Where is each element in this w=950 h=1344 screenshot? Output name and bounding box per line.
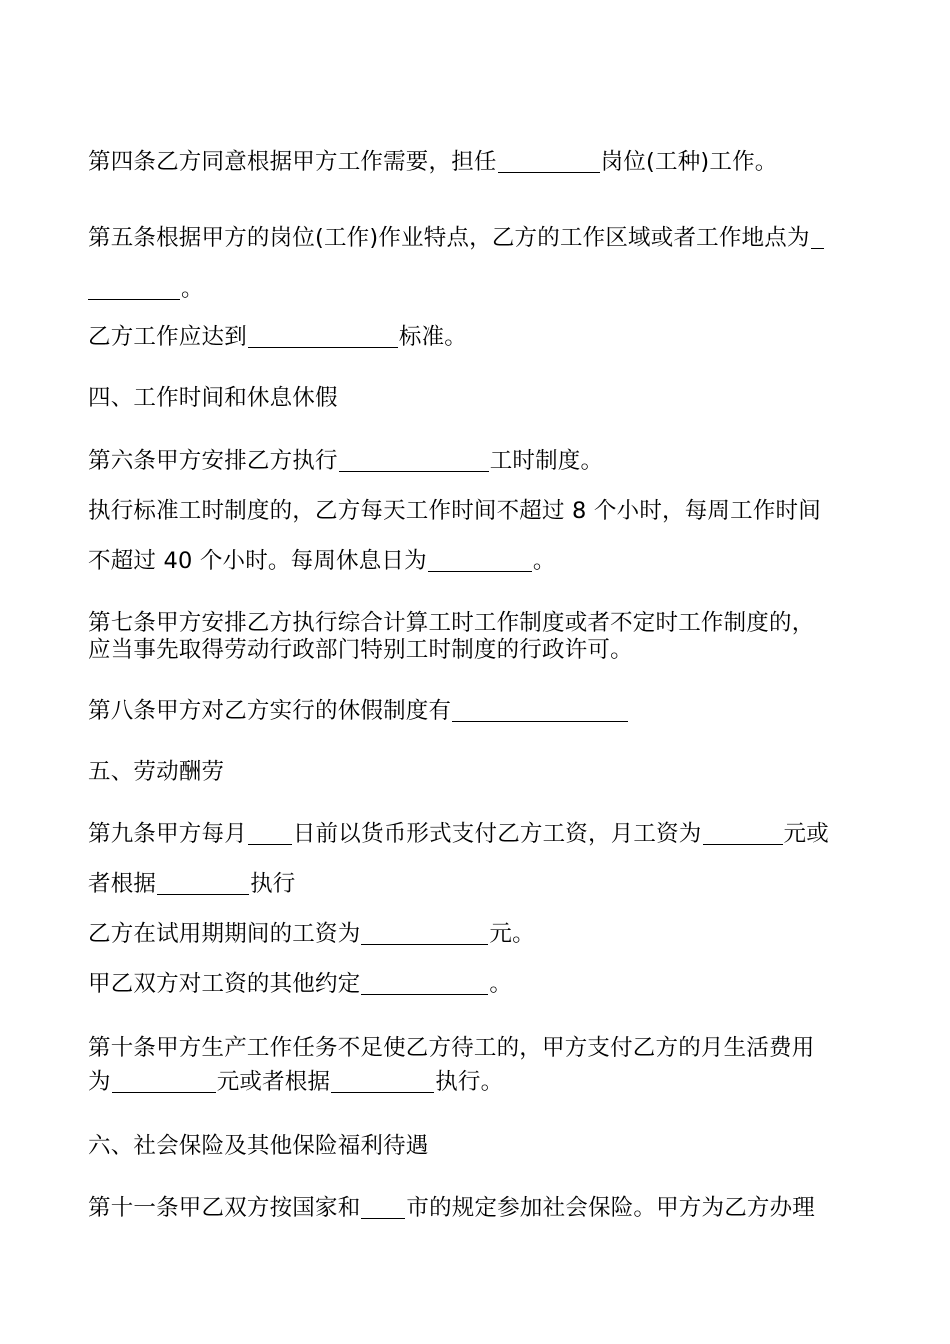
- wage-basis-blank[interactable]: [157, 872, 249, 895]
- leave-system-blank[interactable]: [452, 699, 628, 722]
- work-standard: 乙方工作应达到 标准。: [88, 324, 468, 350]
- section-6-heading: 六、社会保险及其他保险福利待遇: [88, 1133, 429, 1159]
- standard-hours-line-2: 不超过 40 个小时。每周休息日为 。: [88, 548, 556, 574]
- post-blank[interactable]: [498, 150, 600, 173]
- article-7-line-1: 第七条甲方安排乙方执行综合计算工时工作制度或者不定时工作制度的，: [88, 610, 815, 636]
- probation-wage-blank[interactable]: [361, 922, 488, 945]
- living-cost-basis-blank[interactable]: [331, 1070, 434, 1093]
- living-cost-blank[interactable]: [112, 1070, 216, 1093]
- article-4: 第四条乙方同意根据甲方工作需要，担任 岗位(工种)工作。: [88, 149, 778, 175]
- city-blank[interactable]: [361, 1196, 405, 1219]
- article-9-line-2: 者根据 执行: [88, 871, 296, 897]
- other-wage-agreement: 甲乙双方对工资的其他约定 。: [88, 971, 513, 997]
- monthly-wage-blank[interactable]: [703, 822, 783, 845]
- article-8: 第八条甲方对乙方实行的休假制度有: [88, 697, 629, 725]
- hours-system-blank[interactable]: [339, 449, 489, 472]
- standard-blank[interactable]: [248, 325, 398, 348]
- section-4-heading: 四、工作时间和休息休假: [88, 385, 338, 411]
- rest-day-blank[interactable]: [428, 549, 532, 572]
- pay-day-blank[interactable]: [248, 822, 292, 845]
- section-5-heading: 五、劳动酬劳: [88, 759, 225, 785]
- article-10-line-1: 第十条甲方生产工作任务不足使乙方待工的，甲方支付乙方的月生活费用: [88, 1035, 815, 1061]
- work-location-blank-cont[interactable]: [88, 277, 180, 300]
- article-5-cont: 。: [88, 275, 204, 303]
- other-agreement-blank[interactable]: [361, 972, 488, 995]
- article-6: 第六条甲方安排乙方执行 工时制度。: [88, 448, 604, 474]
- article-7-line-2: 应当事先取得劳动行政部门特别工时制度的行政许可。: [88, 637, 633, 663]
- standard-hours-line-1: 执行标准工时制度的，乙方每天工作时间不超过 8 个小时，每周工作时间: [88, 498, 821, 524]
- article-5: 第五条根据甲方的岗位(工作)作业特点，乙方的工作区域或者工作地点为: [88, 224, 825, 252]
- article-11: 第十一条甲乙双方按国家和 市的规定参加社会保险。甲方为乙方办理: [88, 1195, 816, 1221]
- article-9-line-1: 第九条甲方每月 日前以货币形式支付乙方工资，月工资为 元或: [88, 821, 829, 847]
- probation-wage: 乙方在试用期期间的工资为 元。: [88, 921, 535, 947]
- article-10-line-2: 为 元或者根据 执行。: [88, 1069, 504, 1095]
- work-location-blank[interactable]: [811, 226, 824, 249]
